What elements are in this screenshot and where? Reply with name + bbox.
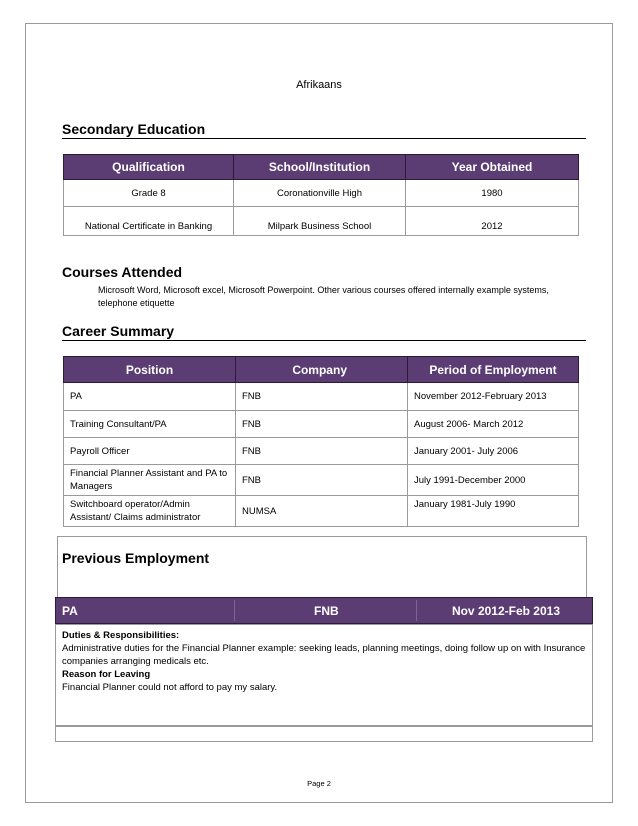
courses-heading: Courses Attended bbox=[62, 264, 183, 280]
previous-employment-box bbox=[57, 536, 587, 598]
table-row bbox=[64, 411, 579, 438]
language-line: Afrikaans bbox=[296, 79, 342, 91]
reason-text: Financial Planner could not afford to pay my salary. bbox=[62, 682, 278, 693]
career-cell: November 2012-February 2013 bbox=[408, 383, 579, 411]
table-row bbox=[64, 438, 579, 465]
career-cell: FNB bbox=[236, 383, 408, 411]
job-footer-row bbox=[55, 726, 593, 742]
career-header-position: Position bbox=[64, 357, 236, 383]
career-cell: FNB bbox=[236, 465, 408, 496]
table-row bbox=[64, 383, 579, 411]
duties-text: Administrative duties for the Financial Planner example: seeking leads, planning meetings, doing follow up on with Insurance companies arranging medicals etc. bbox=[62, 643, 586, 667]
edu-cell: 2012 bbox=[406, 207, 579, 236]
edu-cell: National Certificate in Banking bbox=[64, 207, 234, 236]
edu-header-qualification: Qualification bbox=[64, 155, 234, 180]
career-header-company: Company bbox=[236, 357, 408, 383]
previous-employment-heading: Previous Employment bbox=[62, 550, 210, 566]
career-cell: Financial Planner Assistant and PA to Managers bbox=[64, 465, 236, 496]
page-number: Page 2 bbox=[307, 779, 331, 788]
edu-header-year: Year Obtained bbox=[406, 155, 579, 180]
courses-text: Microsoft Word, Microsoft excel, Microsoft Powerpoint. Other various courses offered internally example systems, telephone etiquette bbox=[98, 285, 549, 308]
job-company: FNB bbox=[314, 604, 339, 618]
career-cell: NUMSA bbox=[236, 496, 408, 527]
table-row bbox=[64, 207, 579, 236]
career-table bbox=[63, 356, 579, 527]
career-cell: FNB bbox=[236, 438, 408, 465]
edu-cell: Grade 8 bbox=[64, 180, 234, 207]
career-cell: FNB bbox=[236, 411, 408, 438]
career-cell: Switchboard operator/Admin Assistant/ Claims administrator bbox=[64, 496, 236, 527]
career-cell: July 1991-December 2000 bbox=[408, 465, 579, 496]
career-cell: January 1981-July 1990 bbox=[408, 496, 579, 527]
table-row bbox=[64, 496, 579, 527]
job-position: PA bbox=[62, 604, 78, 618]
career-summary-heading: Career Summary bbox=[62, 323, 586, 341]
edu-cell: Milpark Business School bbox=[234, 207, 406, 236]
table-row bbox=[64, 465, 579, 496]
career-cell: August 2006- March 2012 bbox=[408, 411, 579, 438]
job-details bbox=[55, 624, 593, 726]
table-row bbox=[64, 180, 579, 207]
career-header-period: Period of Employment bbox=[408, 357, 579, 383]
secondary-education-heading: Secondary Education bbox=[62, 121, 586, 139]
edu-cell: Coronationville High bbox=[234, 180, 406, 207]
career-cell: PA bbox=[64, 383, 236, 411]
career-cell: January 2001- July 2006 bbox=[408, 438, 579, 465]
reason-label: Reason for Leaving bbox=[62, 669, 151, 680]
job-period: Nov 2012-Feb 2013 bbox=[451, 604, 560, 618]
job-header-bar bbox=[55, 597, 593, 624]
career-cell: Payroll Officer bbox=[64, 438, 236, 465]
edu-header-school: School/Institution bbox=[234, 155, 406, 180]
duties-label: Duties & Responsibilities: bbox=[62, 630, 180, 641]
job-bar-divider bbox=[234, 600, 235, 621]
education-table bbox=[63, 154, 579, 236]
edu-cell: 1980 bbox=[406, 180, 579, 207]
job-bar-divider bbox=[416, 600, 417, 621]
career-cell: Training Consultant/PA bbox=[64, 411, 236, 438]
